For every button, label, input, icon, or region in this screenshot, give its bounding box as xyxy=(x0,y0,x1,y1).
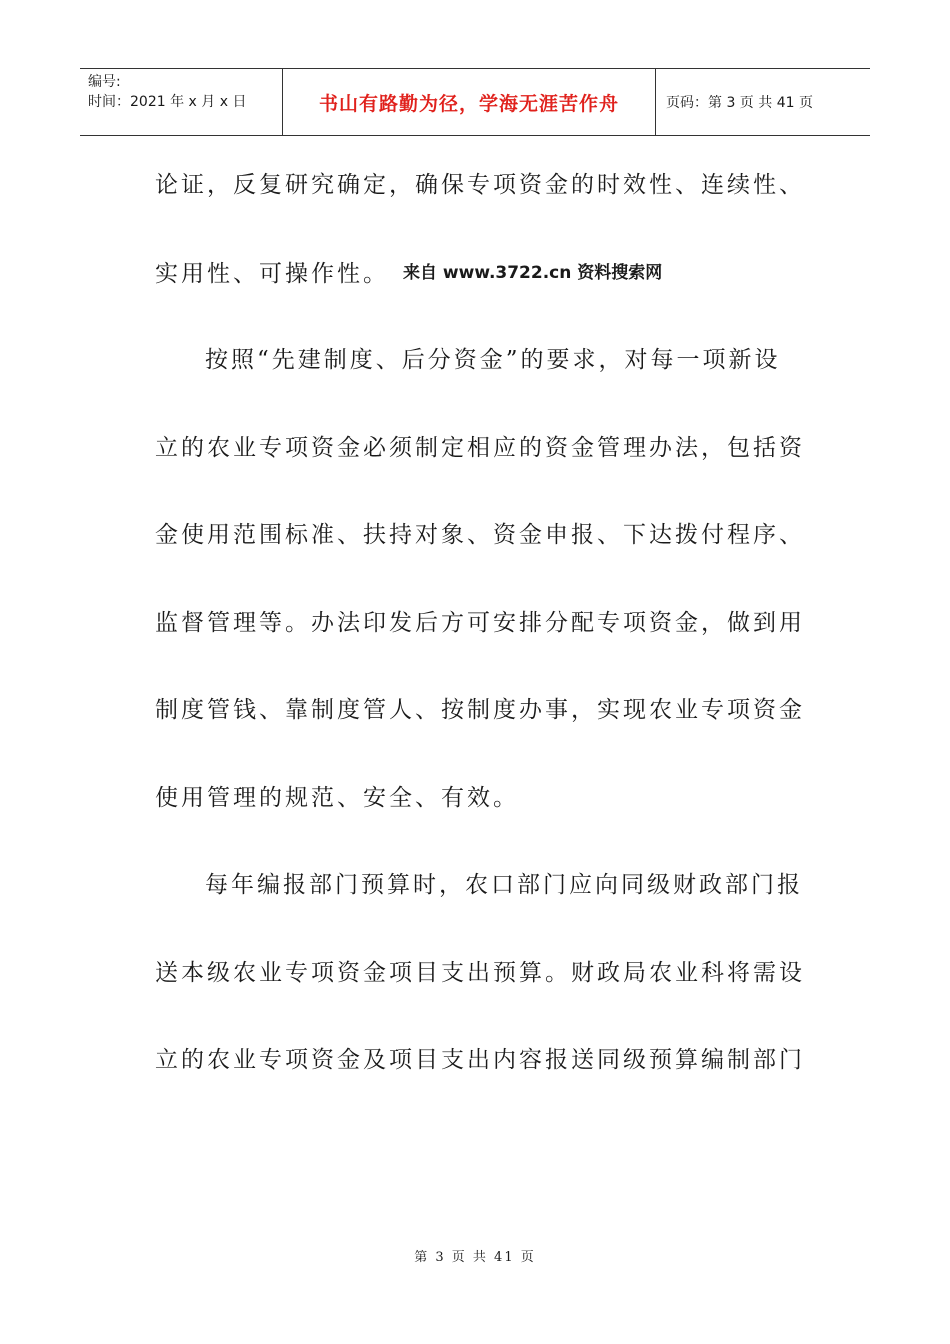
source-watermark: 来自 www.3722.cn 资料搜索网 xyxy=(403,262,663,283)
body-line xyxy=(155,250,805,338)
header-motto: 书山有路勤为径，学海无涯苦作舟 xyxy=(318,92,619,115)
header-meta xyxy=(80,69,283,135)
document-time-label: 时间：2021 年 x 月 x 日 xyxy=(88,94,247,110)
body-line: 使用管理的规范、安全、有效。 xyxy=(155,784,519,811)
body-line: 按照“先建制度、后分资金”的要求，对每一项新设 xyxy=(205,347,781,373)
body-line: 立的农业专项资金及项目支出内容报送同级预算编制部门 xyxy=(155,1047,805,1073)
header-page-info: 页码：第 3 页 共 41 页 xyxy=(666,95,813,111)
header-page-info-cell xyxy=(656,69,870,135)
header-motto-cell xyxy=(283,69,656,135)
body-line: 每年编报部门预算时，农口部门应向同级财政部门报 xyxy=(205,872,803,898)
document-body xyxy=(155,162,805,1125)
body-line: 监督管理等。办法印发后方可安排分配专项资金，做到用 xyxy=(155,609,805,636)
page-footer: 第 3 页 共 41 页 xyxy=(414,1250,536,1265)
document-header xyxy=(80,68,870,136)
body-line: 制度管钱、靠制度管人、按制度办事，实现农业专项资金 xyxy=(155,697,805,723)
body-line: 金使用范围标准、扶持对象、资金申报、下达拨付程序、 xyxy=(155,522,805,548)
body-line-text: 实用性、可操作性。 xyxy=(155,260,389,287)
body-line: 送本级农业专项资金项目支出预算。财政局农业科将需设 xyxy=(155,959,805,986)
document-number-label: 编号: xyxy=(88,74,121,90)
body-line: 立的农业专项资金必须制定相应的资金管理办法，包括资 xyxy=(155,434,805,461)
body-line: 论证，反复研究确定，确保专项资金的时效性、连续性、 xyxy=(155,172,805,198)
